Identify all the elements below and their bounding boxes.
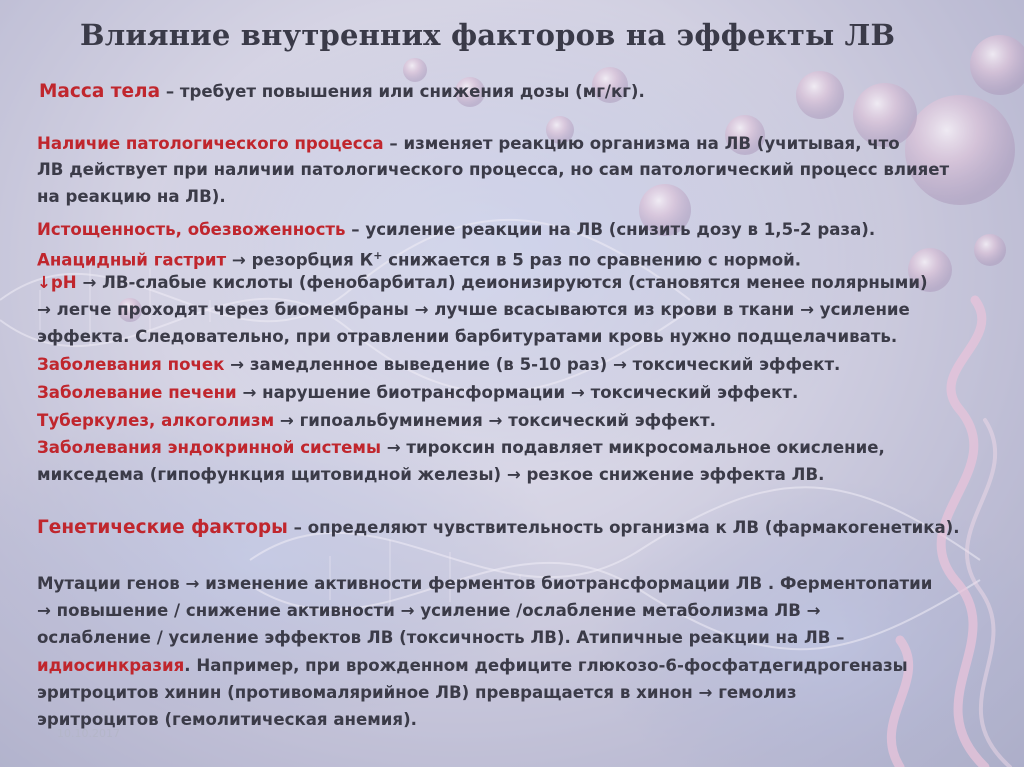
pathology-line-3: на реакцию на ЛВ).: [37, 187, 226, 206]
idiosyncrasy-term: идиосинкразия: [37, 656, 185, 675]
genetic-line: [37, 515, 960, 542]
ph-term: ↓рН: [37, 273, 77, 292]
exhaustion-term: Истощенность, обезвоженность: [37, 220, 346, 239]
tb-text: → гипоальбуминемия → токсический эффект.: [274, 411, 716, 430]
mutations-line-4: [37, 653, 908, 680]
pathology-text-1: – изменяет реакцию организма на ЛВ (учитывая, что: [383, 134, 900, 153]
pathology-line-2: ЛВ действует при наличии патологического процесса, но сам патологический процесс влияет: [37, 160, 950, 179]
endocrine-term-a: Заболевания: [37, 438, 168, 457]
kidney-line: [37, 352, 840, 379]
endocrine-line-2: микседема (гипофункция щитовидной железы) → резкое снижение эффекта ЛВ.: [37, 465, 825, 484]
mutations-line-1: Мутации генов → изменение активности ферментов биотрансформации ЛВ . Ферментопатии: [37, 574, 933, 593]
anacid-text-b: снижается в 5 раз по сравнению с нормой.: [382, 250, 802, 270]
ph-text-1: → ЛВ-слабые кислоты (фенобарбитал) деионизируются (становятся менее полярными): [76, 273, 928, 292]
genetic-term: Генетические факторы: [37, 517, 288, 538]
liver-text: → нарушение биотрансформации → токсический эффект.: [236, 383, 799, 402]
pathology-term: Наличие патологического процесса: [37, 134, 384, 153]
kidney-term-b: почек: [167, 355, 225, 374]
potassium-superscript: +: [373, 249, 383, 262]
body-mass-line: [39, 79, 645, 106]
mutations-line-3: ослабление / усиление эффектов ЛВ (токсичность ЛВ). Атипичные реакции на ЛВ –: [37, 628, 845, 647]
mutations-line-2: → повышение / снижение активности → усиление /ослабление метаболизма ЛВ →: [37, 601, 821, 620]
ph-line-3: эффекта. Следовательно, при отравлении барбитуратами кровь нужно подщелачивать.: [37, 327, 898, 346]
ph-line-2: → легче проходят через биомембраны → лучше всасываются из крови в ткани → усиление: [37, 300, 910, 319]
pathology-line-1: [37, 131, 900, 158]
idiosyncrasy-text: . Например, при врожденном дефиците глюкозо-6-фосфатдегидрогеназы: [184, 656, 908, 675]
ph-line-1: [37, 270, 928, 297]
tb-term: Туберкулез, алкоголизм: [37, 411, 275, 430]
tb-line: [37, 408, 716, 435]
liver-line: [37, 380, 798, 407]
liver-term-a: Заболевание: [37, 383, 169, 402]
endocrine-term-b: эндокринной системы: [167, 438, 381, 457]
kidney-term-a: Заболевания: [37, 355, 168, 374]
endocrine-line-1: [37, 435, 885, 462]
body-mass-text: – требует повышения или снижения дозы (мг/кг).: [160, 82, 645, 101]
anacid-text-a: → резорбция К: [226, 250, 374, 270]
genetic-text: – определяют чувствительность организма к ЛВ (фармакогенетика).: [287, 518, 960, 537]
body-mass-term: Масса тела: [39, 81, 161, 102]
exhaustion-text: – усиление реакции на ЛВ (снизить дозу в 1,5-2 раза).: [345, 220, 876, 239]
exhaustion-line: [37, 217, 875, 244]
mutations-line-5: эритроцитов хинин (противомалярийное ЛВ) превращается в хинон → гемолиз: [37, 683, 797, 702]
mutations-line-6: эритроцитов (гемолитическая анемия).: [37, 710, 417, 729]
liver-term-b: печени: [168, 383, 237, 402]
slide-title: Влияние внутренних факторов на эффекты ЛВ: [80, 18, 896, 52]
anacid-term: Анацидный гастрит: [37, 250, 227, 270]
endocrine-text-1: → тироксин подавляет микросомальное окисление,: [380, 438, 885, 457]
kidney-text: → замедленное выведение (в 5-10 раз) → токсический эффект.: [224, 355, 841, 374]
slide-date: 10.10.2017: [57, 727, 120, 740]
